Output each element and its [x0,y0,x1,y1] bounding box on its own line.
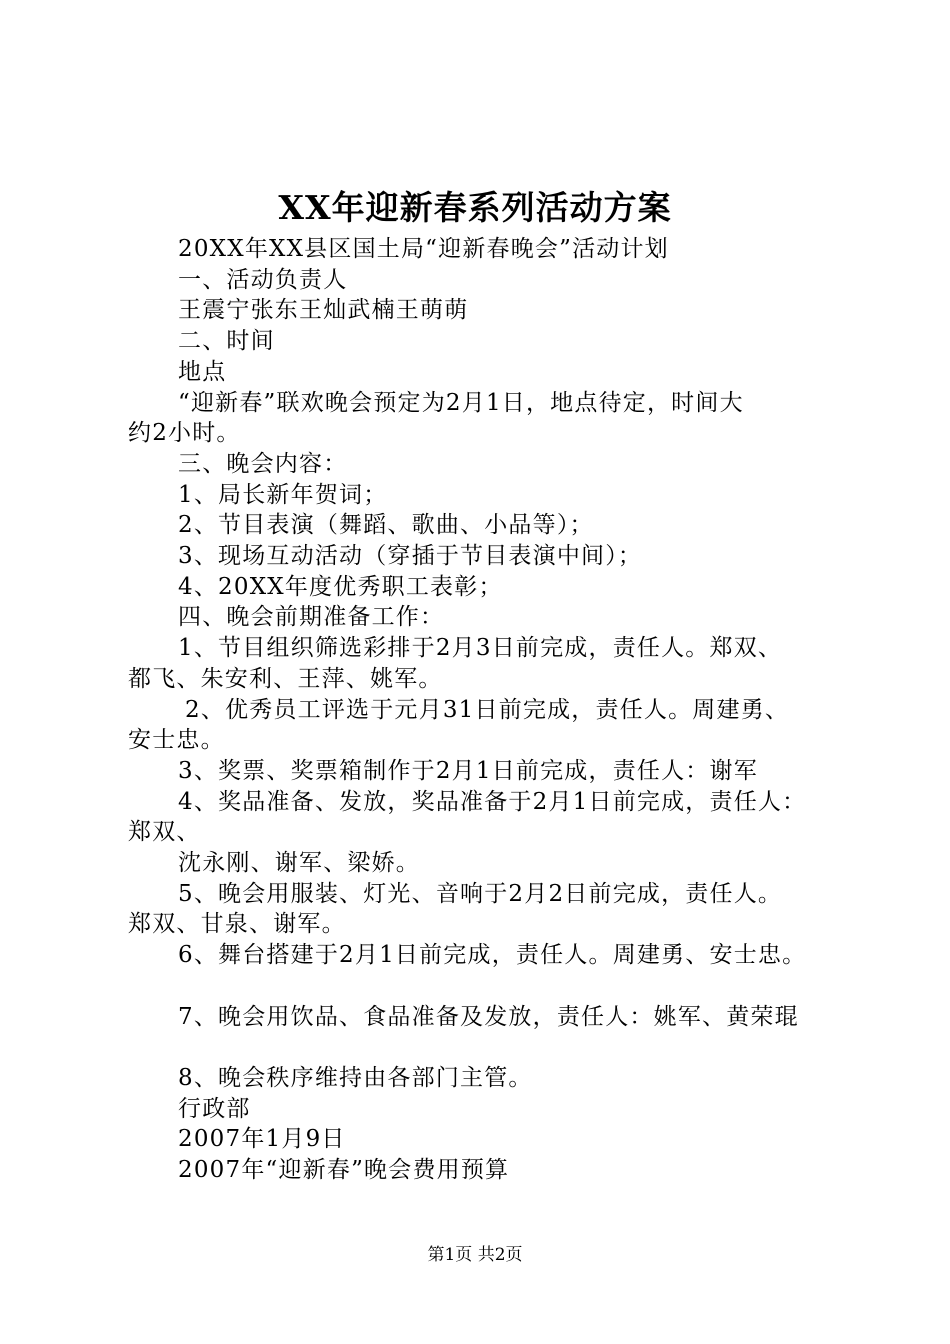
list-item: 4、奖品准备、发放，奖品准备于2月1日前完成，责任人： [178,788,807,815]
paragraph-continuation: 约2小时。 [128,420,241,447]
list-item-continuation: 安士忠。 [128,727,225,754]
paragraph: 王震宁张东王灿武楠王萌萌 [178,297,469,324]
list-item: 4、20XX年度优秀职工表彰； [178,573,503,600]
blank-line [128,971,850,1002]
signature-department: 行政部 [178,1095,251,1122]
plan-heading: 20XX年XX县区国土局“迎新春晚会”活动计划 [178,236,669,262]
list-item: 1、节目组织筛选彩排于2月3日前完成，责任人。郑双、 [178,635,783,662]
list-item: 3、奖票、奖票箱制作于2月1日前完成，责任人：谢军 [178,757,758,784]
list-item-continuation: 郑双、甘泉、谢军。 [128,911,346,938]
document-body [128,234,850,1186]
paragraph: “迎新春”联欢晚会预定为2月1日，地点待定，时间大 [178,389,744,416]
budget-heading: 2007年“迎新春”晚会费用预算 [178,1157,510,1184]
paragraph: 地点 [178,358,227,385]
blank-line [128,1032,850,1063]
list-item: 5、晚会用服装、灯光、音响于2月2日前完成，责任人。 [178,880,783,907]
section-heading: 一、活动负责人 [178,266,348,293]
list-item-continuation: 沈永刚、谢军、梁娇。 [178,850,420,877]
list-item-continuation: 都飞、朱安利、王萍、姚军。 [128,665,443,692]
list-item: 2、优秀员工评选于元月31日前完成，责任人。周建勇、 [185,696,790,723]
list-item: 3、现场互动活动（穿插于节目表演中间）； [178,543,643,570]
signature-date: 2007年1月9日 [178,1126,346,1153]
list-item: 1、局长新年贺词； [178,481,388,508]
list-item: 6、舞台搭建于2月1日前完成，责任人。周建勇、安士忠。 [178,942,807,969]
list-item: 2、节目表演（舞蹈、歌曲、小品等）； [178,512,594,539]
list-item: 7、晚会用饮品、食品准备及发放，责任人：姚军、黄荣琨 [178,1003,799,1030]
section-heading: 三、晚会内容： [178,450,348,477]
page-footer: 第1页 共2页 [427,1245,523,1265]
list-item-continuation: 郑双、 [128,819,201,846]
list-item: 8、晚会秩序维持由各部门主管。 [178,1064,533,1091]
section-heading: 二、时间 [178,328,275,355]
section-heading: 四、晚会前期准备工作： [178,604,445,631]
document-title: XX年迎新春系列活动方案 [278,188,672,227]
